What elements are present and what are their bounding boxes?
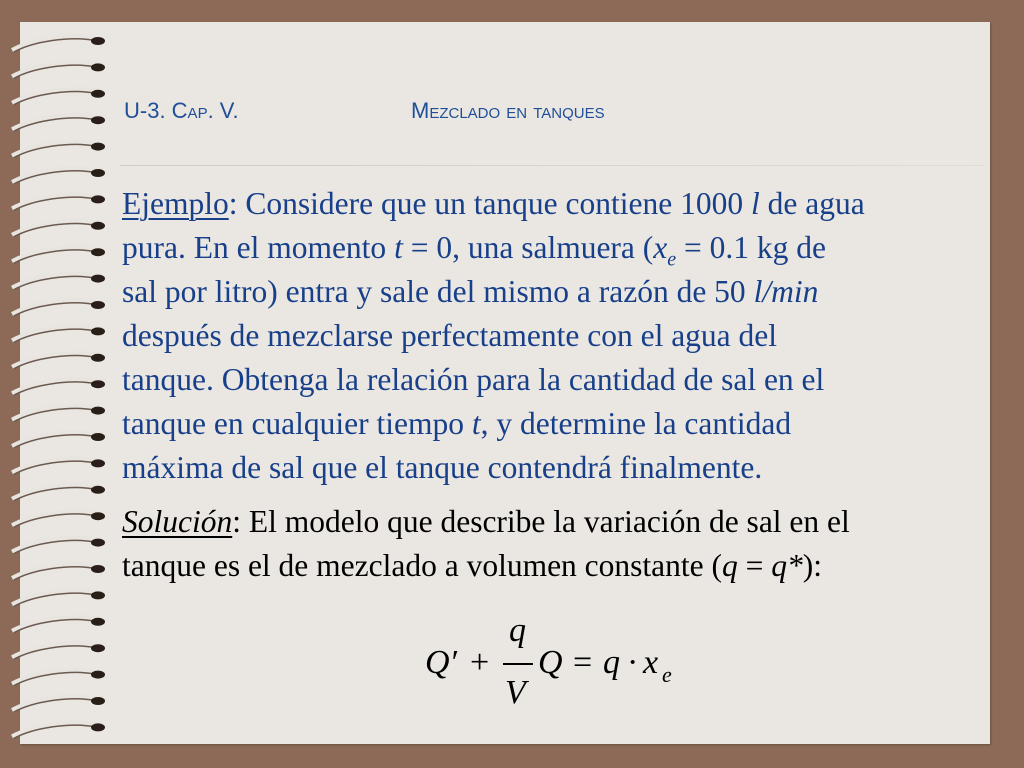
binding-ring [12,62,98,76]
example-line-6 [122,402,1002,446]
binding-hole [91,222,105,230]
fraction-denominator: V [505,674,526,711]
unit-liter: l [750,186,760,221]
spiral-binding [0,0,120,768]
var-x: x [653,230,668,265]
binding-hole [91,512,105,520]
concentration-x: x [643,644,659,681]
example-line-4 [122,314,1002,358]
fraction-numerator: q [509,612,526,649]
text: = [737,548,772,583]
text: , y determine la cantidad [480,406,792,441]
binding-hole [91,143,105,151]
text: tanque es el de mezclado a volumen constante ( [122,548,723,583]
binding-ring [12,89,98,103]
fraction-bar [503,663,533,665]
binding-ring [12,326,98,340]
text: sal por litro) entra y sale del mismo a razón de 50 [122,274,754,309]
binding-hole [91,565,105,573]
binding-ring [12,115,98,129]
binding-hole [91,591,105,599]
plus-sign: + [470,644,490,681]
binding-hole [91,539,105,547]
binding-ring [12,247,98,261]
dot-operator: · [627,644,639,681]
equals-sign: = [573,644,593,681]
binding-ring [12,142,98,156]
binding-ring [12,432,98,446]
binding-hole [91,327,105,335]
binding-hole [91,671,105,679]
binding-ring [12,379,98,393]
subscript-e: e [667,248,677,271]
binding-hole [91,433,105,441]
binding-hole [91,116,105,124]
text: : Considere que un tanque contiene 1000 [228,186,751,221]
binding-ring [12,36,98,50]
content-body [122,182,1002,588]
binding-hole [91,618,105,626]
text: tanque en cualquier tiempo [122,406,472,441]
mixing-equation [425,612,715,722]
example-line-7 [122,446,1002,490]
var-q-star: q* [771,548,803,583]
binding-hole [91,195,105,203]
binding-ring [12,221,98,235]
unit-flow: l/min [753,274,819,309]
binding-ring [12,564,98,578]
slide-header [124,98,994,124]
solution-line-2 [122,544,1002,588]
binding-ring [12,353,98,367]
flow-q: q [603,644,620,681]
q-variable: Q [538,644,563,681]
binding-hole [91,169,105,177]
binding-hole [91,63,105,71]
binding-hole [91,301,105,309]
binding-hole [91,275,105,283]
binding-ring [12,485,98,499]
binding-ring [12,168,98,182]
text: tanque. Obtenga la relación para la cantidad de sal en el [122,362,825,397]
binding-ring [12,670,98,684]
binding-ring [12,300,98,314]
example-line-5 [122,358,1002,402]
binding-hole [91,486,105,494]
binding-hole [91,248,105,256]
solution-label: Solución [122,504,233,539]
binding-ring [12,511,98,525]
text: máxima de sal que el tanque contendrá finalmente. [122,450,763,485]
binding-hole [91,723,105,731]
binding-hole [91,37,105,45]
binding-ring [12,722,98,736]
var-t: t [394,230,403,265]
binding-ring [12,274,98,288]
topic-title: Mezclado en tanques [411,98,605,123]
solution-line-1 [122,500,1002,544]
example-label: Ejemplo [122,186,229,221]
var-q: q [722,548,738,583]
text: pura. En el momento [122,230,395,265]
text: ): [802,548,823,583]
text: = 0, una salmuera ( [402,230,654,265]
text: después de mezclarse perfectamente con el agua del [122,318,778,353]
chapter-label: U-3. Cap. V. [124,98,239,123]
binding-hole [91,407,105,415]
q-prime: Q′ [425,644,457,681]
example-paragraph [122,182,1002,490]
text: : El modelo que describe la variación de sal en el [232,504,850,539]
example-line-2 [122,226,1002,270]
text: de agua [759,186,865,221]
subscript-e: e [662,662,672,687]
binding-ring [12,194,98,208]
binding-ring [12,406,98,420]
text: = 0.1 kg de [676,230,827,265]
binding-ring [12,458,98,472]
binding-hole [91,380,105,388]
var-t: t [471,406,481,441]
binding-hole [91,459,105,467]
binding-hole [91,644,105,652]
binding-ring [12,643,98,657]
binding-ring [12,617,98,631]
binding-hole [91,90,105,98]
solution-paragraph [122,500,1002,588]
binding-ring [12,696,98,710]
header-divider [120,165,985,166]
binding-ring [12,538,98,552]
binding-ring [12,590,98,604]
example-line-3 [122,270,1002,314]
binding-hole [91,354,105,362]
example-line-1 [122,182,1002,226]
binding-hole [91,697,105,705]
